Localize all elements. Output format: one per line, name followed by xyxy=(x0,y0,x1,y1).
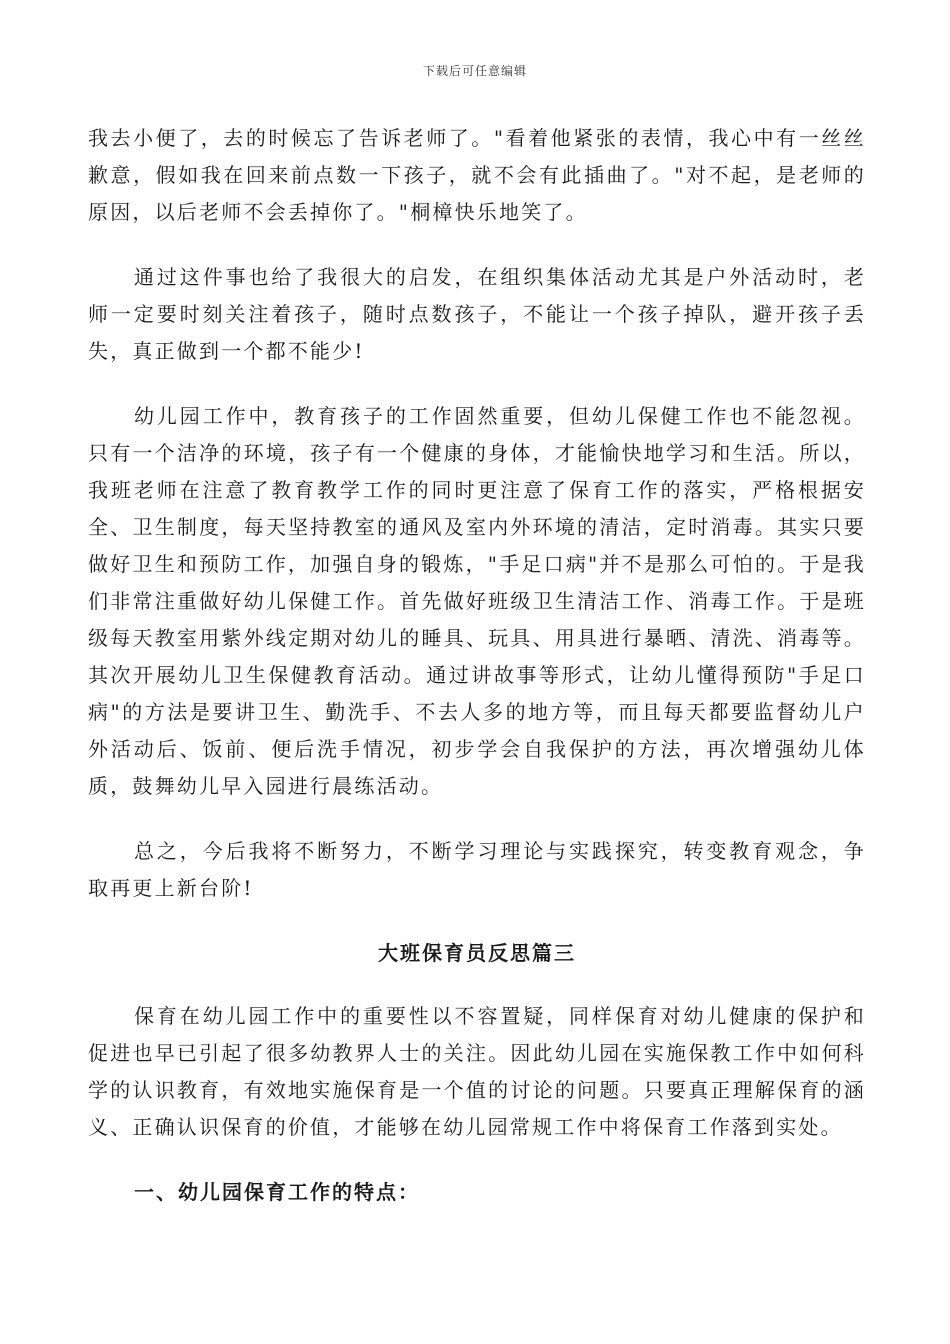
paragraph-inspiration: 通过这件事也给了我很大的启发，在组织集体活动尤其是户外活动时，老师一定要时刻关注着孩子，随时点数孩子，不能让一个孩子掉队，避开孩子丢失，真正做到一个都不能少! xyxy=(88,265,866,363)
section-title: 大班保育员反思篇三 xyxy=(378,941,576,965)
document-body xyxy=(88,120,866,1211)
paragraph-continuation: 我去小便了，去的时候忘了告诉老师了。"看着他紧张的表情，我心中有一丝丝歉意，假如我在回来前点数一下孩子，就不会有此插曲了。"对不起，是老师的原因，以后老师不会丢掉你了。"桐樟快乐地笑了。 xyxy=(88,126,866,224)
paragraph-section-intro: 保育在幼儿园工作中的重要性以不容置疑，同样保育对幼儿健康的保护和促进也早已引起了很多幼教界人士的关注。因此幼儿园在实施保教工作中如何科学的认识教育，有效地实施保育是一个值的讨论的问题。只要真正理解保育的涵义、正确认识保育的价值，才能够在幼儿园常规工作中将保育工作落到实处。 xyxy=(88,1004,866,1139)
section-subheading: 一、幼儿园保育工作的特点： xyxy=(134,1180,420,1204)
header-note: 下载后可任意编辑 xyxy=(422,64,527,78)
paragraph-health-care: 幼儿园工作中，教育孩子的工作固然重要，但幼儿保健工作也不能忽视。只有一个洁净的环境，孩子有一个健康的身体，才能愉快地学习和生活。所以，我班老师在注意了教育教学工作的同时更注意了保育工作的落实，严格根据安全、卫生制度，每天坚持教室的通风及室内外环境的清洁，定时消毒。其实只要做好卫生和预防工作，加强自身的锻炼，"手足口病"并不是那么可怕的。于是我们非常注重做好幼儿保健工作。首先做好班级卫生清洁工作、消毒工作。于是班级每天教室用紫外线定期对幼儿的睡具、玩具、用具进行暴晒、清洗、消毒等。其次开展幼儿卫生保健教育活动。通过讲故事等形式，让幼儿懂得预防"手足口病"的方法是要讲卫生、勤洗手、不去人多的地方等，而且每天都要监督幼儿户外活动后、饭前、便后洗手情况，初步学会自我保护的方法，再次增强幼儿体质，鼓舞幼儿早入园进行晨练活动。 xyxy=(88,404,866,798)
paragraph-conclusion: 总之，今后我将不断努力，不断学习理论与实践探究，转变教育观念，争取再更上新台阶! xyxy=(88,839,866,900)
